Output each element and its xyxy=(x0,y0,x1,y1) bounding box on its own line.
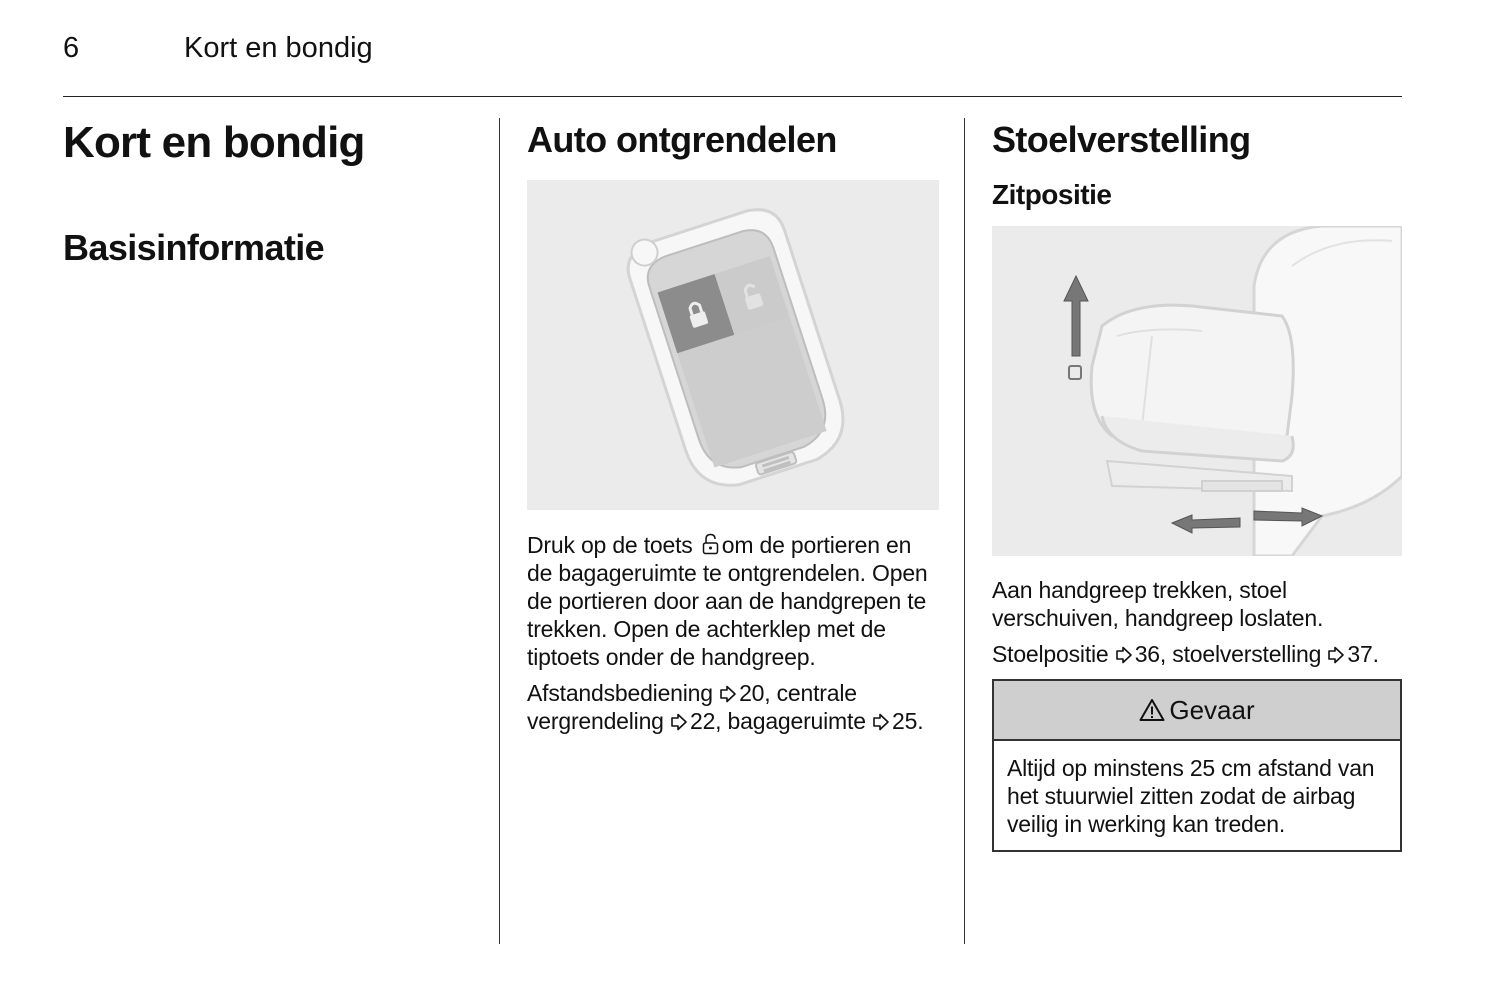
warning-text: Altijd op minstens 25 cm afstand van het stuurwiel zitten zodat de airbag veilig in werking kan treden. xyxy=(1007,755,1375,837)
column-seat xyxy=(992,118,1402,852)
section-title-stoelverstelling: Stoelverstelling xyxy=(992,119,1251,160)
page-header xyxy=(63,30,1402,97)
warning-triangle-icon xyxy=(1139,698,1165,722)
seat-instruction-paragraph: Aan handgreep trekken, stoel verschuiven, handgreep loslaten. xyxy=(992,577,1324,631)
seat-icon xyxy=(992,226,1402,556)
page-reference-arrow-icon xyxy=(719,685,737,703)
column-unlock xyxy=(527,118,939,735)
column-divider xyxy=(964,118,965,944)
seat-references-paragraph: Stoelpositie 36, stoelverstelling 37. xyxy=(992,641,1379,667)
page-reference-arrow-icon xyxy=(872,713,890,731)
chapter-title: Kort en bondig xyxy=(63,118,365,167)
unlock-references-paragraph: Afstandsbediening 20, centrale vergrendeling 22, bagageruimte 25. xyxy=(527,680,924,734)
column-chapter xyxy=(63,118,483,268)
section-title-basisinformatie: Basisinformatie xyxy=(63,227,325,268)
car-key-icon xyxy=(527,180,939,510)
seat-adjustment-illustration xyxy=(992,226,1402,556)
section-title-auto-ontgrendelen: Auto ontgrendelen xyxy=(527,119,837,160)
unlock-button-icon xyxy=(702,533,719,555)
page-reference-arrow-icon xyxy=(1327,646,1345,664)
warning-header xyxy=(994,681,1400,741)
car-key-illustration xyxy=(527,180,939,510)
subsection-title-zitpositie: Zitpositie xyxy=(992,179,1112,210)
danger-warning-box xyxy=(992,679,1402,852)
page-reference-arrow-icon xyxy=(670,713,688,731)
running-title: Kort en bondig xyxy=(184,32,373,64)
unlock-instruction-paragraph: Druk op de toets om de portieren en de bagageruimte te ontgrendelen. Open de portieren door aan de handgrepen te trekken. Open de achterklep met de tiptoets onder de handgreep. xyxy=(527,532,928,670)
page-reference-arrow-icon xyxy=(1115,646,1133,664)
warning-title: Gevaar xyxy=(1169,694,1255,725)
column-divider xyxy=(499,118,500,944)
page-number: 6 xyxy=(63,32,80,64)
